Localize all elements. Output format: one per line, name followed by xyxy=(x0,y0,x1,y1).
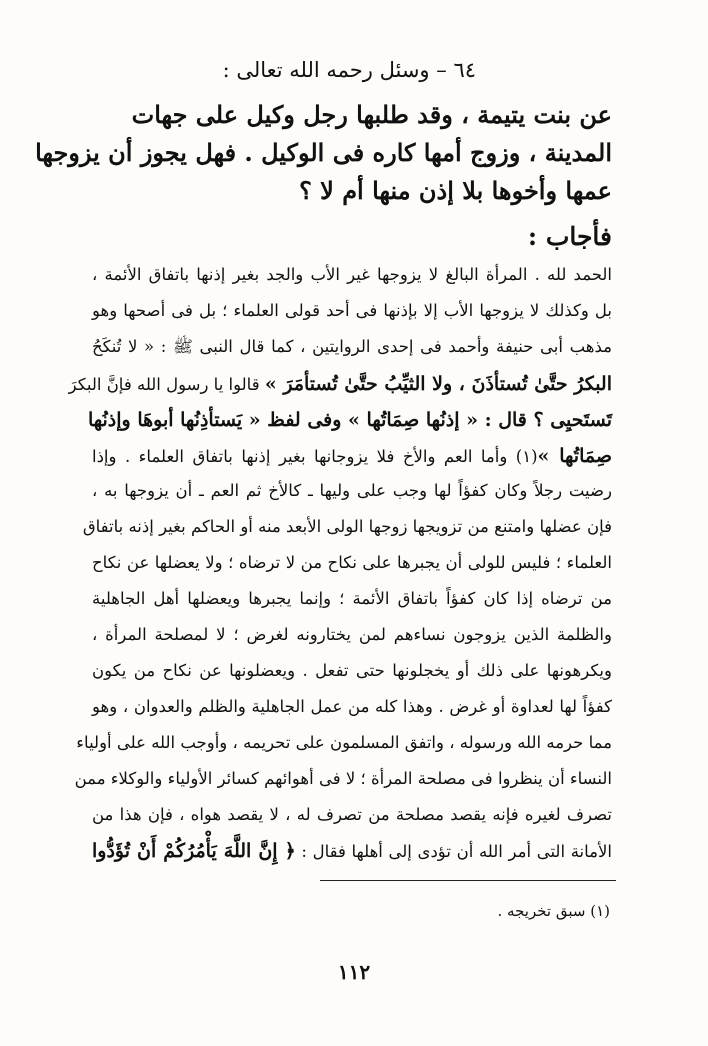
answer-text: قالوا يا رسول الله فإنَّ البكرَ xyxy=(68,375,265,394)
answer-line: بل وكذلك لا يزوجها الأب إلا بإذنها فى أحد قولى العلماء ؛ بل فى أصحها وهو xyxy=(92,301,612,320)
answer-text: (١) وأما العم والأخ فلا يزوجانها بغير إذنها باتفاق العلماء . وإذا xyxy=(92,447,538,466)
hadith-quote: وفى لفظ « يَستأذِنُها أبوهَا وإذنُها xyxy=(87,409,349,431)
answer-text: الأمانة التى أمر الله أن تؤدى إلى أهلها فقال : xyxy=(295,842,612,861)
answer-line: فإن عضلها وامتنع من تزويجها زوجها الولى الأبعد منه أو الحاكم بغير إذنه باتفاق xyxy=(82,517,612,536)
answer-line: تصرف لغيره فإنه يقصد مصلحة من تصرف له ، لا يقصد هواه ، فإن هذا من xyxy=(92,805,612,824)
quran-quote: ﴿ إِنَّ اللَّهَ يَأْمُرُكُمْ أَنْ تُؤَدُّوا xyxy=(92,840,296,862)
hadith-quote: صِمَاتُها » xyxy=(537,445,612,467)
answer-line xyxy=(87,409,612,431)
footnote-divider xyxy=(320,880,616,881)
footnote: (١) سبق تخريجه . xyxy=(497,902,610,920)
answer-line: رضيت رجلاً وكان كفؤاً لها وجب على وليها ـ كالأخ ثم العم ـ أن يزوجها به ، xyxy=(92,481,612,500)
question-line-1: عن بنت يتيمة ، وقد طلبها رجل وكيل على جهات xyxy=(131,100,612,129)
page-number: ١١٢ xyxy=(337,960,371,984)
answer-line: العلماء ؛ فليس للولى أن يجبرها على نكاح من لا ترضاه ؛ ولا يعضلها عن نكاح xyxy=(92,553,612,572)
answer-line: من ترضاه إذا كان كفؤاً باتفاق الأئمة ؛ وإنما يجبرها ويعضلها أهل الجاهلية xyxy=(92,589,612,608)
hadith-quote: تَستَحيِى ؟ قال : « إذنُها صِمَاتُها » xyxy=(348,409,612,431)
answer-line xyxy=(92,445,612,467)
answer-line xyxy=(92,840,612,862)
answer-line: الحمد لله . المرأة البالغ لا يزوجها غير الأب والجد بغير إذنها باتفاق الأئمة ، xyxy=(92,265,612,284)
answer-line: مذهب أبى حنيفة وأحمد فى إحدى الروايتين ، كما قال النبى ﷺ : « لا تُنكَحُ xyxy=(92,337,612,356)
answer-line: كفؤاً لها لعداوة أو غرض . وهذا كله من عمل الجاهلية والظلم والعدوان ، وهو xyxy=(92,697,612,716)
question-line-3: عمها وأخوها بلا إذن منها أم لا ؟ xyxy=(299,176,612,205)
question-heading: ٦٤ – وسئل رحمه الله تعالى : xyxy=(222,58,476,82)
answer-line xyxy=(68,373,612,395)
answer-label: فأجاب : xyxy=(527,222,612,251)
answer-line: مما حرمه الله ورسوله ، واتفق المسلمون على تحريمه ، وأوجب الله على أولياء xyxy=(76,733,612,752)
hadith-quote: البكرُ حتَّىٰ تُستأذَنَ ، ولا الثيِّبُ حتَّىٰ تُستأمَرَ » xyxy=(264,373,612,395)
answer-line: والظلمة الذين يزوجون نساءهم لمن يختارونه لغرض ؛ لا لمصلحة المرأة ، xyxy=(92,625,612,644)
question-line-2: المدينة ، وزوج أمها كاره فى الوكيل . فهل يجوز أن يزوجها xyxy=(35,138,612,167)
answer-line: ويكرهونها على ذلك أو يخجلونها حتى تفعل . ويعضلونها عن نكاح من يكون xyxy=(92,661,612,680)
answer-line: النساء أن ينظروا فى مصلحة المرأة ؛ لا فى أهوائهم كسائر الأولياء والوكلاء ممن xyxy=(74,769,612,788)
